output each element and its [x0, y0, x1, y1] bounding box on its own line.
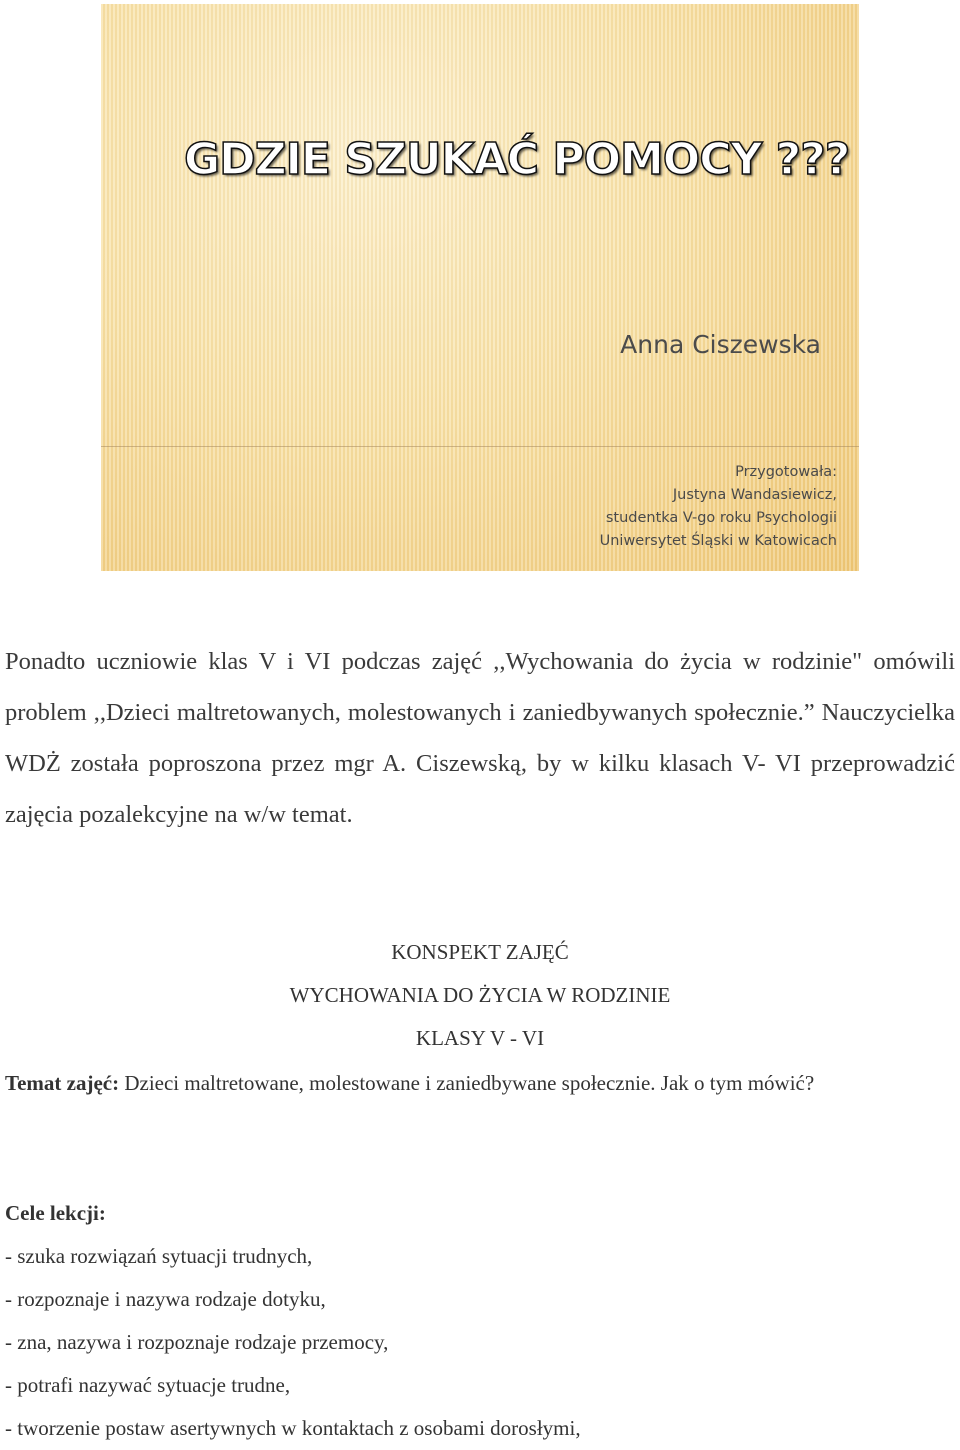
slide-credits — [600, 461, 837, 553]
slide-title: GDZIE SZUKAĆ POMOCY ??? — [184, 134, 850, 185]
goal-item: - potrafi nazywać sytuacje trudne, — [5, 1373, 291, 1397]
goals-list — [5, 1235, 955, 1450]
lesson-goals — [5, 1192, 955, 1450]
goal-item: - szuka rozwiązań sytuacji trudnych, — [5, 1244, 313, 1268]
lesson-plan-header — [0, 931, 960, 1060]
goal-item: - zna, nazywa i rozpoznaje rodzaje przemocy, — [5, 1330, 389, 1354]
plan-title: KONSPEKT ZAJĘĆ — [391, 940, 569, 964]
plan-classes: KLASY V - VI — [415, 1026, 545, 1050]
credits-line: Justyna Wandasiewicz, — [672, 487, 837, 503]
topic-text: Dzieci maltretowane, molestowane i zaniedbywane społecznie. Jak o tym mówić? — [119, 1071, 815, 1095]
slide-author: Anna Ciszewska — [620, 330, 821, 359]
credits-line: Przygotowała: — [735, 464, 837, 480]
title-slide-image — [101, 4, 859, 571]
goal-item: - tworzenie postaw asertywnych w kontaktach z osobami dorosłymi, — [5, 1416, 581, 1440]
goals-heading: Cele lekcji: — [5, 1201, 106, 1225]
topic-label: Temat zajęć: — [5, 1071, 120, 1095]
credits-line: Uniwersytet Śląski w Katowicach — [599, 533, 837, 549]
credits-line: studentka V-go roku Psychologii — [605, 510, 837, 526]
lesson-topic — [5, 1062, 940, 1105]
goal-item: - rozpoznaje i nazywa rodzaje dotyku, — [5, 1287, 326, 1311]
slide-divider — [101, 446, 859, 447]
plan-subject: WYCHOWANIA DO ŻYCIA W RODZINIE — [289, 983, 671, 1007]
intro-paragraph: Ponadto uczniowie klas V i VI podczas zajęć ,,Wychowania do życia w rodzinie" omówili problem ,,Dzieci maltretowanych, molestowanych i zaniedbywanych społecznie.” Nauczycielka WDŻ została poproszona przez mgr A. Ciszewską, by w kilku klasach V- VI przeprowadzić zajęcia pozalekcyjne na w/w temat. — [5, 648, 955, 828]
